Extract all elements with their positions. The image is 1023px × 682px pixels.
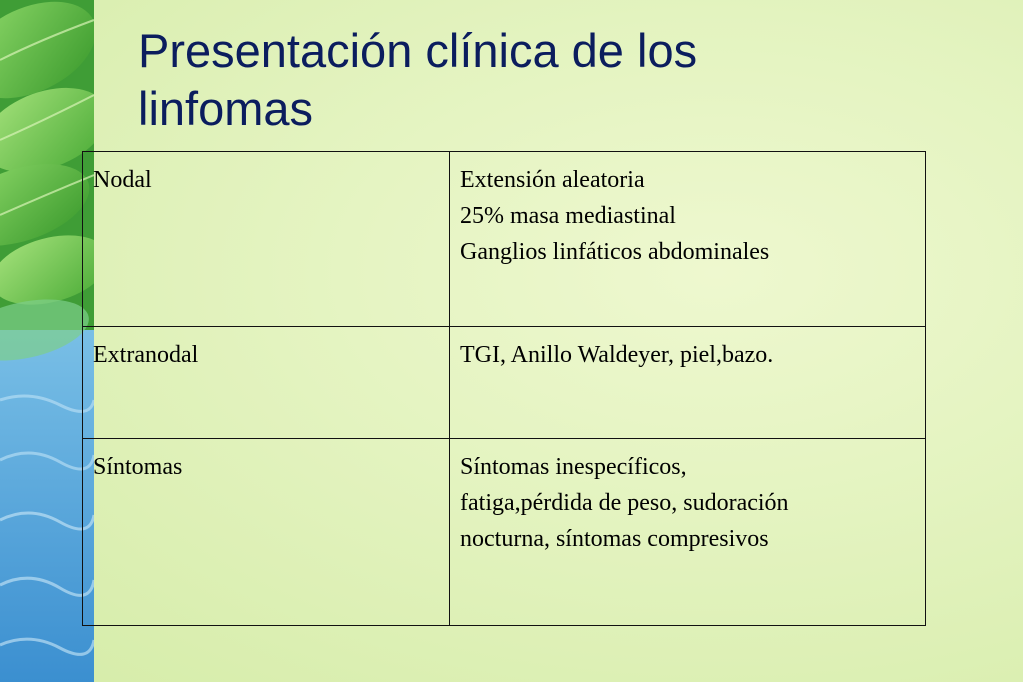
row-label-cell <box>83 152 450 327</box>
title-line-2: linfomas <box>138 82 314 135</box>
detail-line: Ganglios linfáticos abdominales <box>460 239 770 265</box>
row-label-extranodal: Extranodal <box>93 342 199 368</box>
row-detail-cell <box>450 327 926 439</box>
title-line-1: Presentación clínica de los <box>138 24 698 77</box>
detail-line: Extensión aleatoria <box>460 167 645 193</box>
row-label-sintomas: Síntomas <box>93 454 183 480</box>
table-row <box>83 439 926 626</box>
table-row <box>83 152 926 327</box>
detail-line: Síntomas inespecíficos, <box>460 454 687 480</box>
row-label-nodal: Nodal <box>93 167 152 193</box>
lymphoma-presentation-table <box>82 151 926 626</box>
slide-title <box>138 22 958 138</box>
detail-line: nocturna, síntomas compresivos <box>460 526 769 552</box>
row-label-cell <box>83 327 450 439</box>
row-detail-cell <box>450 152 926 327</box>
row-detail-cell <box>450 439 926 626</box>
row-label-cell <box>83 439 450 626</box>
detail-line: 25% masa mediastinal <box>460 203 676 229</box>
decorative-leaf-water-strip <box>0 0 94 682</box>
table-row <box>83 327 926 439</box>
leaf-water-image <box>0 0 94 682</box>
detail-line: fatiga,pérdida de peso, sudoración <box>460 490 789 516</box>
detail-line: TGI, Anillo Waldeyer, piel,bazo. <box>460 342 774 368</box>
